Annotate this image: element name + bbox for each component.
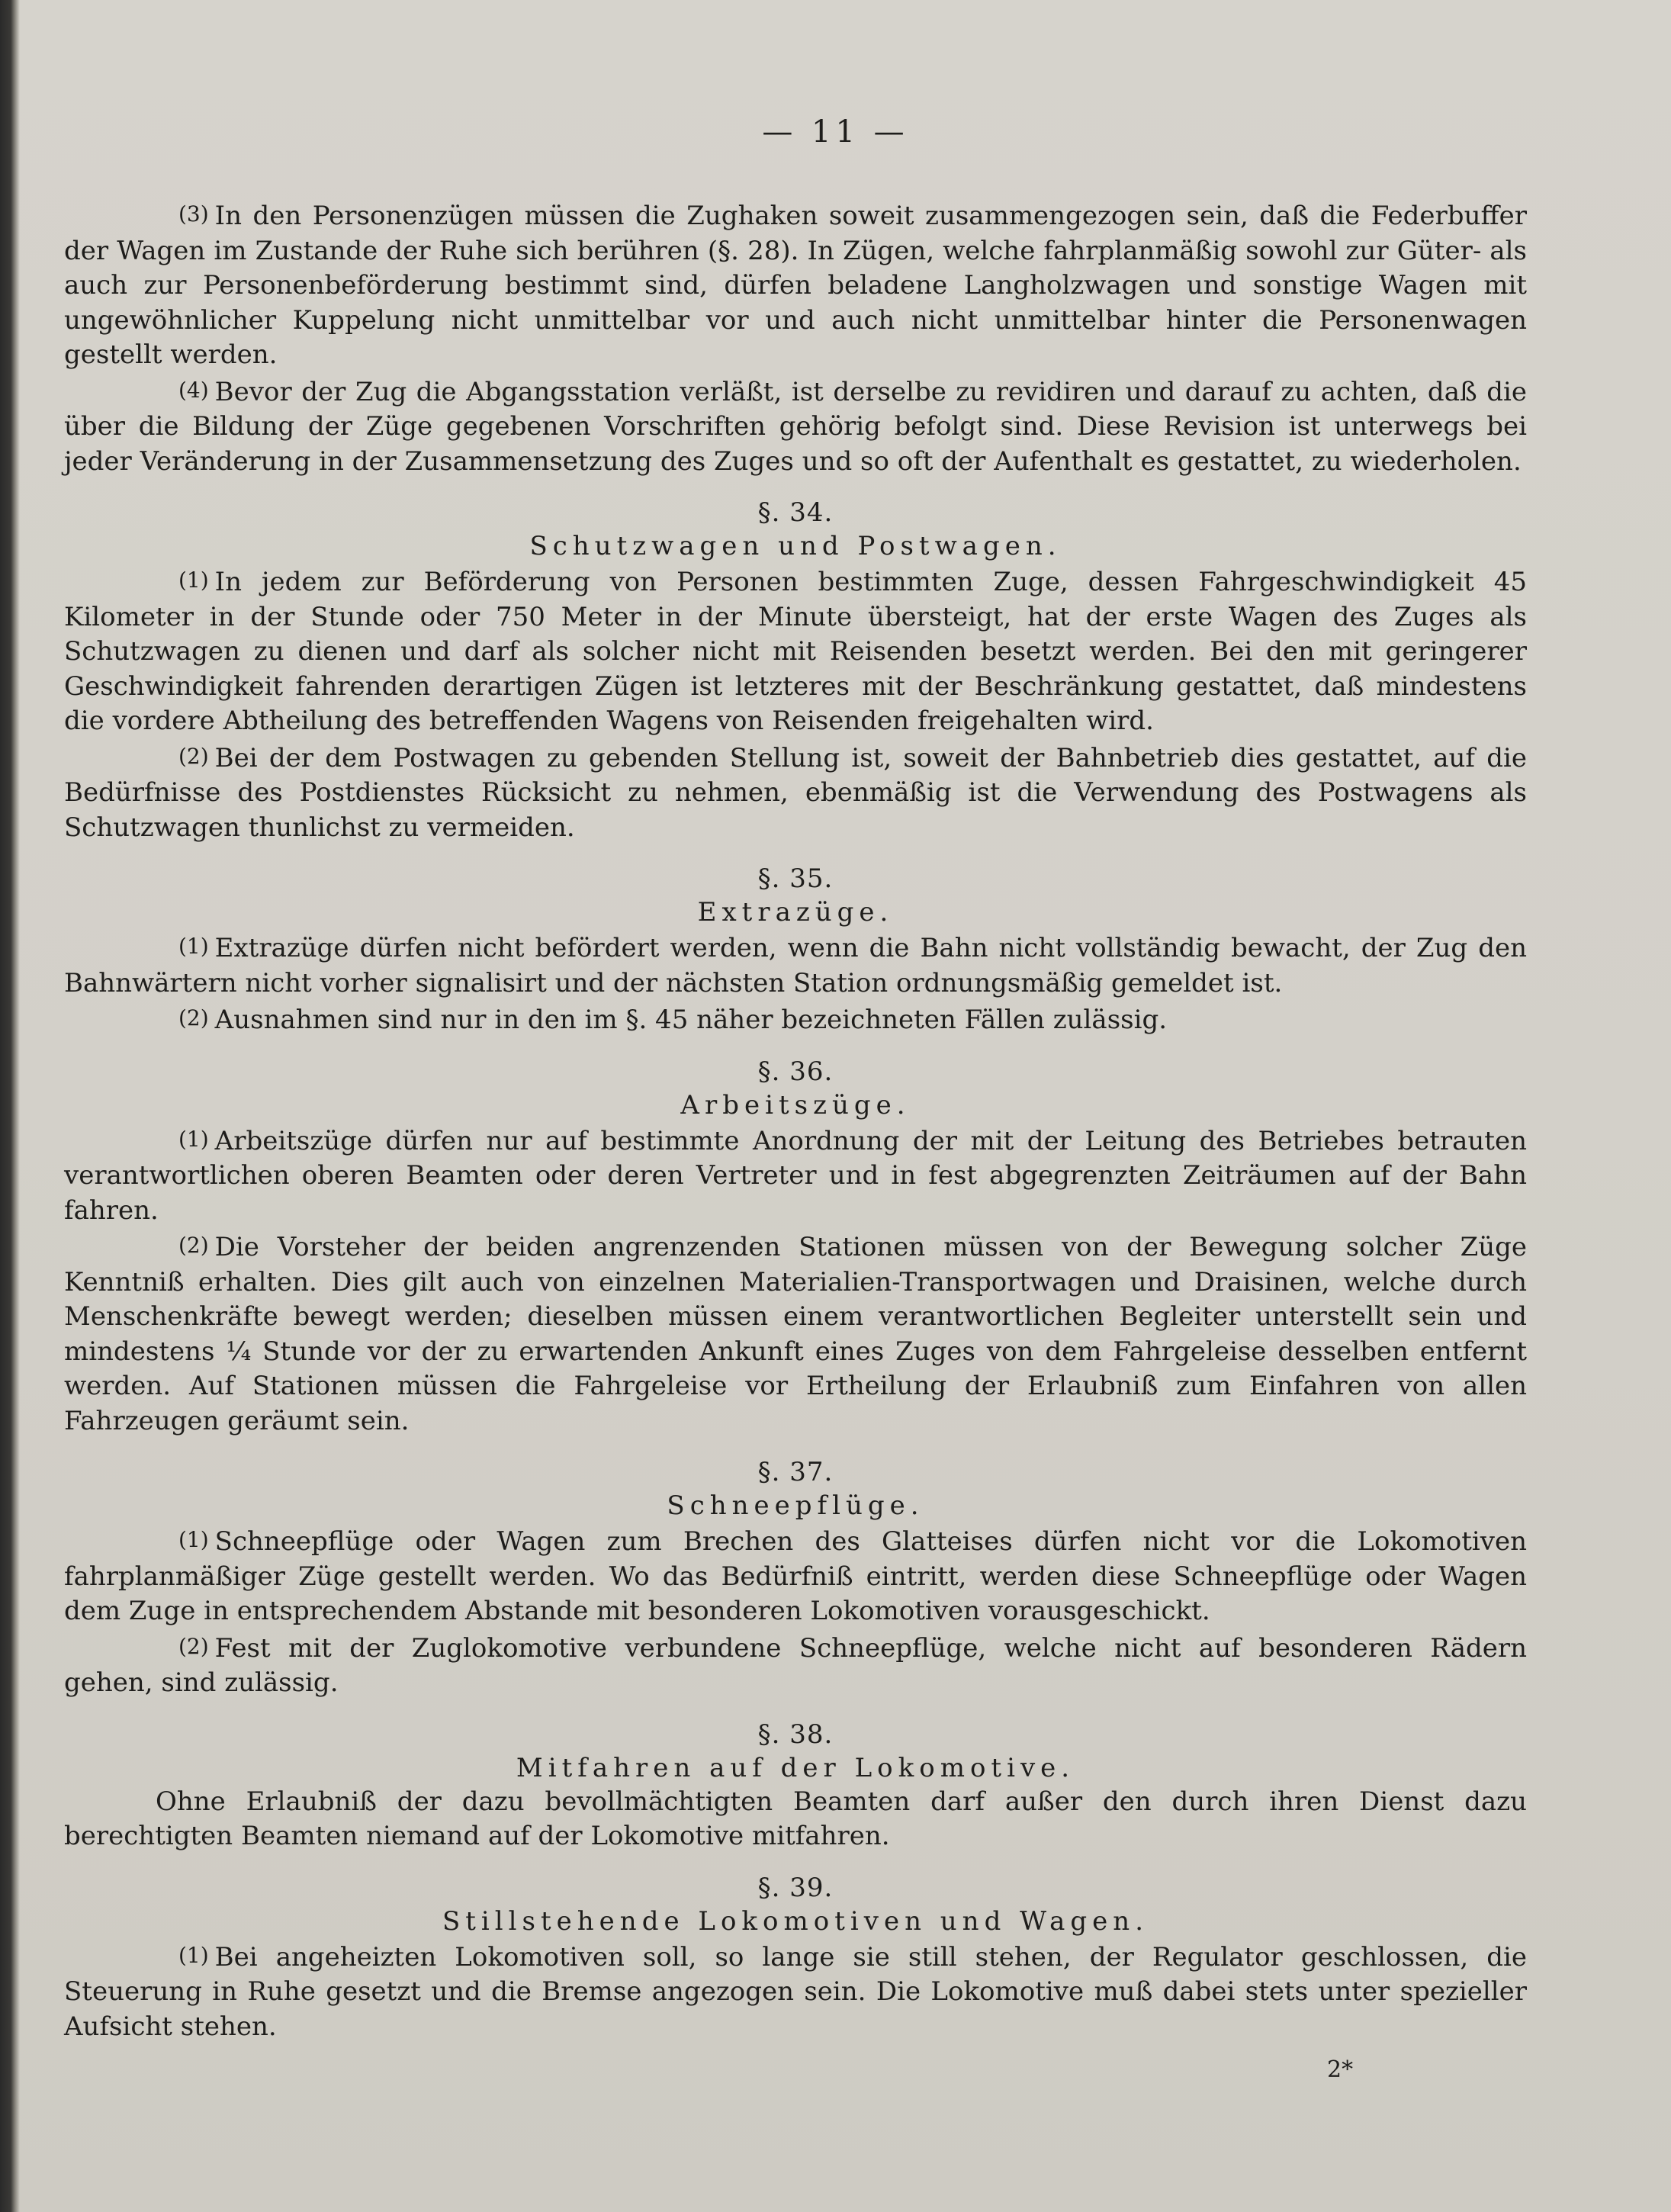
paragraph-number: (1) (178, 1942, 209, 1968)
section-title: Schutzwagen und Postwagen. (529, 531, 1062, 561)
section-number: §. 36. (757, 1056, 834, 1087)
section-heading (64, 1871, 1527, 1938)
paragraph-number: (4) (178, 377, 209, 403)
paragraph (64, 1228, 1527, 1439)
paragraph-text: Ausnahmen sind nur in den im §. 45 näher bezeichneten Fällen zulässig. (214, 1005, 1168, 1035)
section-title: Arbeitszüge. (680, 1089, 911, 1120)
paragraph-number: (2) (178, 1633, 209, 1659)
paragraph-text: Schneepflüge oder Wagen zum Brechen des Glatteises dürfen nicht vor die Lokomotiven fahrplanmäßiger Züge gestellt werden. Wo das Bedürfniß eintritt, werden diese Schneepflüge oder Wagen dem Zuge in entsprechendem Abstande mit besonderen Lokomotiven vorausgeschickt. (64, 1526, 1527, 1626)
section-heading (64, 1455, 1527, 1522)
section-number: §. 34. (757, 497, 834, 528)
section-title: Stillstehende Lokomotiven und Wagen. (442, 1905, 1149, 1937)
paragraph (64, 1938, 1527, 2045)
paragraph (64, 1629, 1527, 1701)
paragraph-text: Fest mit der Zuglokomotive verbundene Schneepflüge, welche nicht auf besonderen Rädern gehen, sind zulässig. (64, 1632, 1527, 1698)
section-heading (64, 496, 1527, 563)
section-title: Mitfahren auf der Lokomotive. (516, 1752, 1075, 1783)
paragraph (64, 373, 1527, 480)
paragraph-text: Bei angeheizten Lokomotiven soll, so lange sie still stehen, der Regulator geschlossen, die Steuerung in Ruhe gesetzt und die Bremse angezogen sein. Die Lokomotive muß dabei stets unter spezieller Aufsicht stehen. (64, 1941, 1527, 2042)
section-number: §. 37. (757, 1457, 834, 1487)
paragraph-text: In jedem zur Beförderung von Personen bestimmten Zuge, dessen Fahrgeschwindigkeit 45 Kilometer in der Stunde oder 750 Meter in der Minute übersteigt, hat der erste Wagen des Zuges als Schutzwagen zu dienen und darf als solcher nicht mit Reisenden besetzt werden. Bei den mit geringerer Geschwindigkeit fahrenden derartigen Zügen ist letzteres mit der Beschränkung gestattet, daß mindestens die vordere Abtheilung des betreffenden Wagens von Reisenden freigehalten wird. (64, 567, 1527, 736)
section-title: Extrazüge. (697, 897, 894, 928)
paragraph-text: Arbeitszüge dürfen nur auf bestimmte Anordnung der mit der Leitung des Betriebes betrauten verantwortlichen oberen Beamten oder deren Vertreter und in fest abgegrenzten Zeiträumen auf der Bahn fahren. (64, 1125, 1527, 1226)
paragraph-number: (1) (178, 567, 209, 593)
paragraph-number: (2) (178, 1233, 209, 1258)
signature-mark: 2* (1327, 2056, 1354, 2083)
paragraph (64, 1522, 1527, 1629)
paragraph (64, 1001, 1527, 1038)
paragraph-text: Ohne Erlaubniß der dazu bevollmächtigten Beamten darf außer den durch ihren Dienst dazu berechtigten Beamten niemand auf der Lokomotive mitfahren. (64, 1786, 1527, 1851)
scan-edge-shadow (0, 0, 20, 2212)
paragraph (64, 1122, 1527, 1229)
paragraph (64, 739, 1527, 846)
section-number: §. 35. (757, 863, 834, 894)
paragraph-number: (1) (178, 1126, 209, 1152)
paragraph-number: (2) (178, 1005, 209, 1030)
page-number: — 11 — (762, 114, 909, 150)
paragraph (64, 563, 1527, 739)
section-heading (64, 862, 1527, 929)
paragraph-number: (1) (178, 1527, 209, 1552)
paragraph-text: Extrazüge dürfen nicht befördert werden, wenn die Bahn nicht vollständig bewacht, der Zug den Bahnwärtern nicht vorher signalisirt und der nächsten Station ordnungsmäßig gemeldet ist. (64, 933, 1527, 998)
paragraph (64, 929, 1527, 1001)
paragraph-text: Bei der dem Postwagen zu gebenden Stellung ist, soweit der Bahnbetrieb dies gestattet, auf die Bedürfnisse des Postdienstes Rücksicht zu nehmen, ebenmäßig ist die Verwendung des Postwagens als Schutzwagen thunlichst zu vermeiden. (64, 742, 1527, 843)
paragraph (64, 197, 1527, 373)
paragraph-number: (1) (178, 934, 209, 959)
paragraph-number: (3) (178, 201, 209, 227)
section-number: §. 38. (757, 1718, 834, 1750)
paragraph (64, 1785, 1527, 1854)
section-heading (64, 1055, 1527, 1122)
section-number: §. 39. (757, 1872, 834, 1903)
paragraph-text: In den Personenzügen müssen die Zughaken soweit zusammengezogen sein, daß die Federbuffer der Wagen im Zustande der Ruhe sich berühren (§. 28). In Zügen, welche fahrplanmäßig sowohl zur Güter- als auch zur Personenbeförderung bestimmt sind, dürfen beladene Langholzwagen und sonstige Wagen mit ungewöhnlicher Kuppelung nicht unmittelbar vor und auch nicht unmittelbar hinter die Personenwagen gestellt werden. (64, 201, 1527, 370)
section-title: Schneepflüge. (667, 1490, 924, 1521)
document-body (64, 197, 1527, 2044)
paragraph-text: Die Vorsteher der beiden angrenzenden Stationen müssen von der Bewegung solcher Züge Kenntniß erhalten. Dies gilt auch von einzelnen Materialien-Transportwagen und Draisinen, welche durch Menschenkräfte bewegt werden; dieselben müssen einem verantwortlichen Begleiter unterstellt sein und mindestens ¼ Stunde vor der zu erwartenden Ankunft eines Zuges von dem Fahrgeleise desselben entfernt werden. Auf Stationen müssen die Fahrgeleise vor Ertheilung der Erlaubniß zum Einfahren von allen Fahrzeugen geräumt sein. (64, 1232, 1527, 1436)
section-heading (64, 1718, 1527, 1785)
paragraph-number: (2) (178, 743, 209, 769)
paragraph-text: Bevor der Zug die Abgangsstation verläßt, ist derselbe zu revidiren und darauf zu achten, daß die über die Bildung der Züge gegebenen Vorschriften gehörig befolgt sind. Diese Revision ist unterwegs bei jeder Veränderung in der Zusammensetzung des Zuges und so oft der Aufenthalt es gestattet, zu wiederholen. (64, 376, 1527, 477)
